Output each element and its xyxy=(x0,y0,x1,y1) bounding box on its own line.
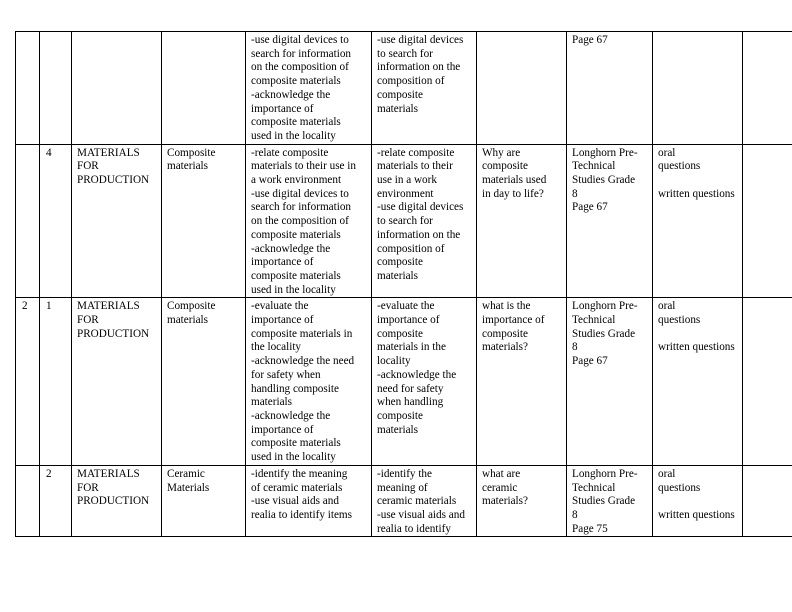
learning-experiences-cell: -use digital devices to search for information on the composition of composite materials xyxy=(372,32,477,145)
remarks-cell xyxy=(743,144,792,298)
table-row xyxy=(16,144,792,298)
week-cell xyxy=(16,465,40,537)
learning-experiences-cell: -evaluate the importance of composite materials in the locality -acknowledge the need for safety when handling composite materials xyxy=(372,298,477,465)
learning-outcomes-cell: -use digital devices to search for information on the composition of composite materials -acknowledge the importance of composite materials used in the locality xyxy=(246,32,372,145)
lesson-cell: 4 xyxy=(40,144,72,298)
lesson-cell: 2 xyxy=(40,465,72,537)
inquiry-question-cell: Why are composite materials used in day to life? xyxy=(477,144,567,298)
strand-cell: MATERIALS FOR PRODUCTION xyxy=(72,298,162,465)
week-cell: 2 xyxy=(16,298,40,465)
table-row xyxy=(16,465,792,537)
assessment-cell xyxy=(653,32,743,145)
sub-strand-cell xyxy=(162,32,246,145)
resources-cell: Page 67 xyxy=(567,32,653,145)
sub-strand-cell: Ceramic Materials xyxy=(162,465,246,537)
learning-outcomes-cell: -identify the meaning of ceramic materials -use visual aids and realia to identify items xyxy=(246,465,372,537)
learning-outcomes-cell: -evaluate the importance of composite materials in the locality -acknowledge the need for safety when handling composite materials -acknowledge the importance of composite materials used in the locality xyxy=(246,298,372,465)
resources-cell: Longhorn Pre- Technical Studies Grade 8 Page 75 xyxy=(567,465,653,537)
strand-cell xyxy=(72,32,162,145)
learning-experiences-cell: -identify the meaning of ceramic materials -use visual aids and realia to identify xyxy=(372,465,477,537)
strand-cell: MATERIALS FOR PRODUCTION xyxy=(72,144,162,298)
table-row xyxy=(16,298,792,465)
inquiry-question-cell xyxy=(477,32,567,145)
assessment-cell: oral questions written questions xyxy=(653,144,743,298)
strand-cell: MATERIALS FOR PRODUCTION xyxy=(72,465,162,537)
week-cell xyxy=(16,32,40,145)
assessment-cell: oral questions written questions xyxy=(653,465,743,537)
week-cell xyxy=(16,144,40,298)
resources-cell: Longhorn Pre- Technical Studies Grade 8 Page 67 xyxy=(567,144,653,298)
inquiry-question-cell: what are ceramic materials? xyxy=(477,465,567,537)
remarks-cell xyxy=(743,298,792,465)
learning-experiences-cell: -relate composite materials to their use in a work environment -use digital devices to search for information on the composition of composite materials xyxy=(372,144,477,298)
assessment-cell: oral questions written questions xyxy=(653,298,743,465)
scheme-of-work-table xyxy=(15,31,792,537)
table-row xyxy=(16,32,792,145)
resources-cell: Longhorn Pre- Technical Studies Grade 8 Page 67 xyxy=(567,298,653,465)
sub-strand-cell: Composite materials xyxy=(162,298,246,465)
sub-strand-cell: Composite materials xyxy=(162,144,246,298)
lesson-cell: 1 xyxy=(40,298,72,465)
lesson-cell xyxy=(40,32,72,145)
remarks-cell xyxy=(743,465,792,537)
inquiry-question-cell: what is the importance of composite materials? xyxy=(477,298,567,465)
learning-outcomes-cell: -relate composite materials to their use in a work environment -use digital devices to search for information on the composition of composite materials -acknowledge the importance of composite materials used in the locality xyxy=(246,144,372,298)
remarks-cell xyxy=(743,32,792,145)
